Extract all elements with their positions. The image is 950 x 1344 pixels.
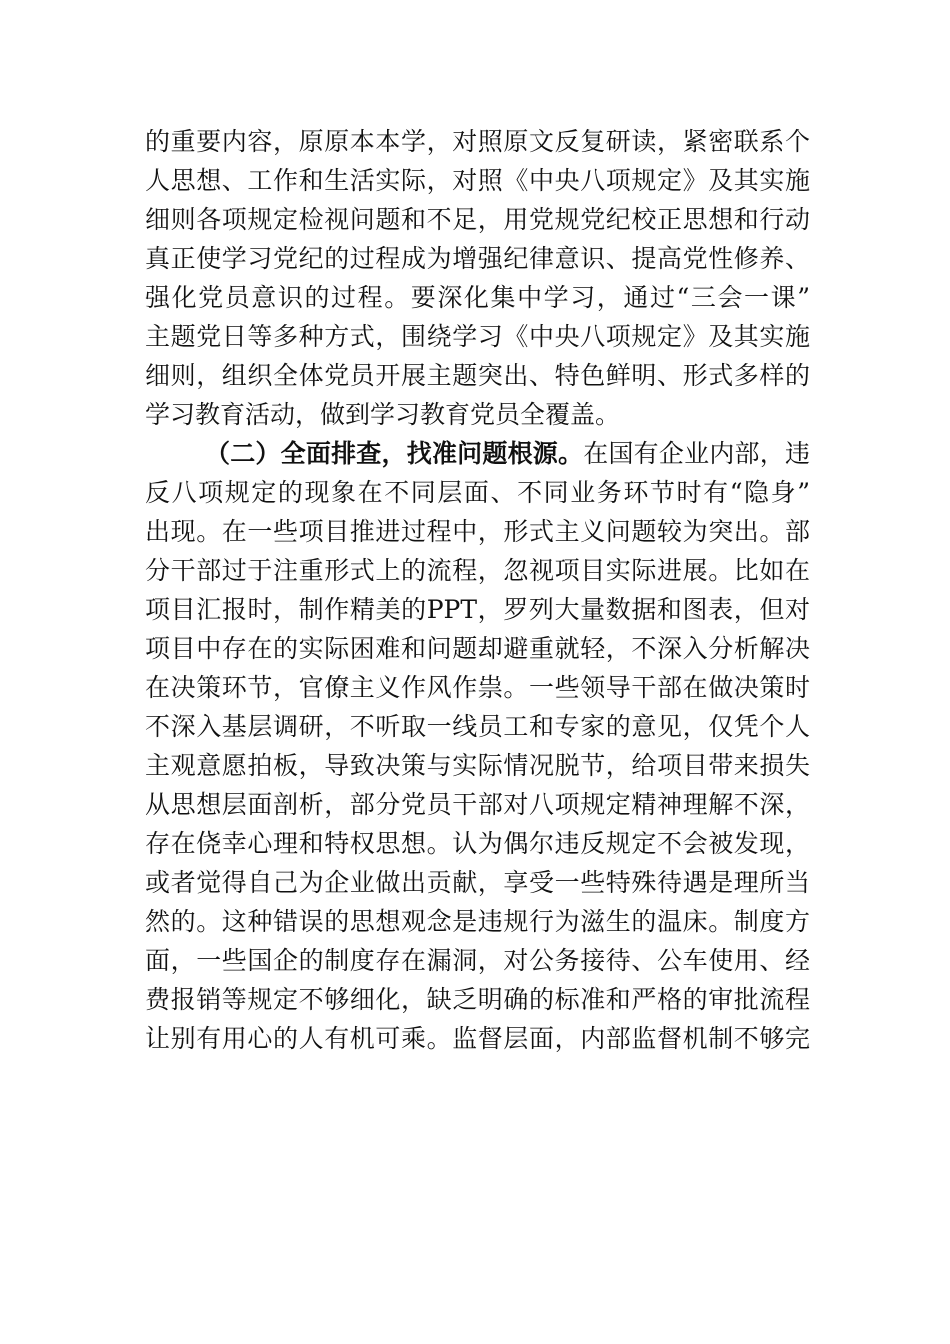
text-line: 细则，组织全体党员开展主题突出、特色鲜明、形式多样的 bbox=[145, 361, 810, 390]
text-line: 人思想、工作和生活实际，对照《中央八项规定》及其实施 bbox=[145, 166, 810, 195]
text-line: 或者觉得自己为企业做出贡献，享受一些特殊待遇是理所当 bbox=[145, 868, 810, 897]
text-line: 分干部过于注重形式上的流程，忽视项目实际进展。比如在 bbox=[145, 556, 810, 585]
text-line: 的重要内容，原原本本学，对照原文反复研读，紧密联系个 bbox=[145, 127, 810, 156]
text-line: 学习教育活动，做到学习教育党员全覆盖。 bbox=[145, 400, 621, 429]
text-line: 让别有用心的人有机可乘。监督层面，内部监督机制不够完 bbox=[145, 1024, 810, 1053]
text-line: 存在侥幸心理和特权思想。认为偶尔违反规定不会被发现， bbox=[145, 829, 810, 858]
text-line: 细则各项规定检视问题和不足，用党规党纪校正思想和行动 bbox=[145, 205, 810, 234]
text-line: 费报销等规定不够细化，缺乏明确的标准和严格的审批流程 bbox=[145, 985, 810, 1014]
text-line: 主观意愿拍板，导致决策与实际情况脱节，给项目带来损失 bbox=[145, 751, 810, 780]
paragraph-1 bbox=[145, 122, 810, 434]
text-line: 出现。在一些项目推进过程中，形式主义问题较为突出。部 bbox=[145, 517, 810, 546]
text-line: 反八项规定的现象在不同层面、不同业务环节时有“隐身” bbox=[145, 478, 810, 507]
text-line: 真正使学习党纪的过程成为增强纪律意识、提高党性修养、 bbox=[145, 244, 810, 273]
section-heading: （二）全面排查，找准问题根源。 bbox=[205, 439, 584, 468]
paragraph-first-line bbox=[145, 434, 810, 473]
text-line: 强化党员意识的过程。要深化集中学习，通过“三会一课” bbox=[145, 283, 810, 312]
text-line: 项目汇报时，制作精美的PPT，罗列大量数据和图表，但对 bbox=[145, 595, 810, 624]
text-line: 不深入基层调研，不听取一线员工和专家的意见，仅凭个人 bbox=[145, 712, 810, 741]
text-line: 从思想层面剖析，部分党员干部对八项规定精神理解不深， bbox=[145, 790, 810, 819]
text-line: 然的。这种错误的思想观念是违规行为滋生的温床。制度方 bbox=[145, 907, 810, 936]
text-line: 项目中存在的实际困难和问题却避重就轻，不深入分析解决 bbox=[145, 634, 810, 663]
text-line: 在决策环节，官僚主义作风作祟。一些领导干部在做决策时 bbox=[145, 673, 810, 702]
text-line: 面，一些国企的制度存在漏洞，对公务接待、公车使用、经 bbox=[145, 946, 810, 975]
body-text bbox=[145, 122, 810, 1058]
heading-line-rest: 在国有企业内部，违 bbox=[583, 439, 810, 468]
paragraph-2 bbox=[145, 434, 810, 1058]
text-line: 主题党日等多种方式，围绕学习《中央八项规定》及其实施 bbox=[145, 322, 810, 351]
